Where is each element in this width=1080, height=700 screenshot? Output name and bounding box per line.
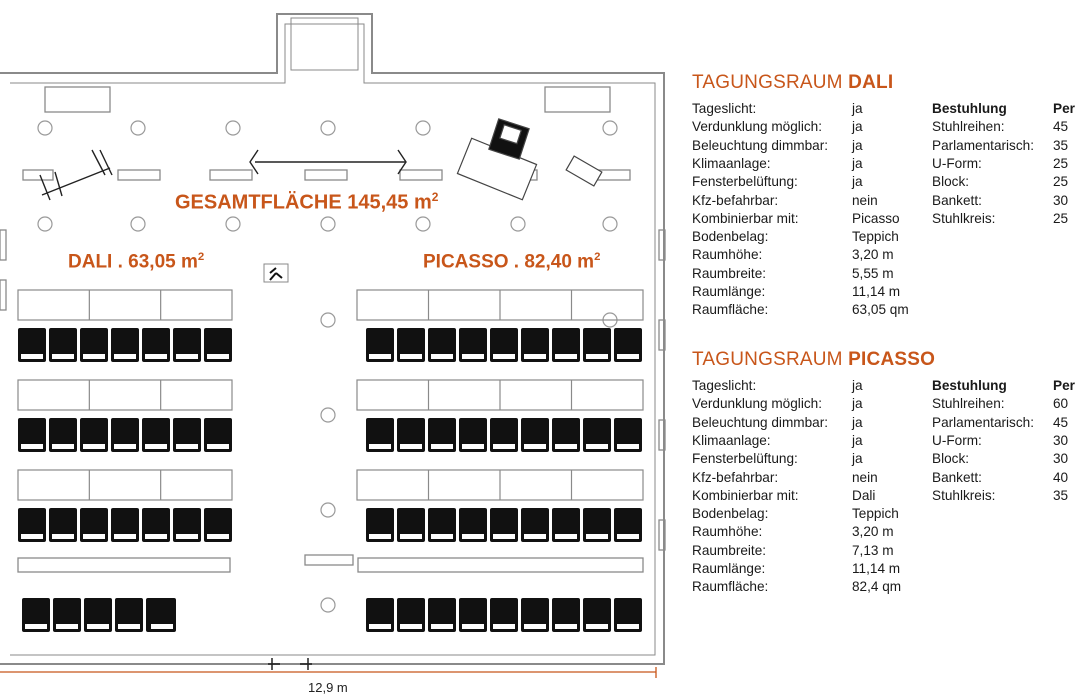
partition-stack-icon bbox=[40, 150, 112, 200]
dali-area-label: DALI . 63,05 $m^2$ bbox=[68, 251, 205, 273]
property-row bbox=[692, 542, 1080, 560]
ceiling-light bbox=[321, 217, 335, 231]
chair-seat bbox=[52, 444, 74, 449]
table-row bbox=[18, 380, 232, 410]
property-value: ja bbox=[852, 137, 863, 153]
room-info-picasso bbox=[692, 349, 1080, 609]
chair-seat bbox=[25, 624, 47, 629]
persons-header: Per bbox=[1053, 378, 1075, 393]
seating-row bbox=[692, 450, 1080, 468]
seating-row bbox=[692, 155, 1080, 173]
chair-seat bbox=[586, 354, 608, 359]
property-row bbox=[692, 505, 1080, 523]
ceiling-light bbox=[416, 121, 430, 135]
seating-count: 45 bbox=[1053, 119, 1069, 135]
chair-seat bbox=[586, 534, 608, 539]
chair-seat bbox=[586, 624, 608, 629]
property-value: ja bbox=[852, 432, 863, 448]
ceiling-light bbox=[416, 217, 430, 231]
chair-seat bbox=[369, 444, 391, 449]
property-key: Bodenbelag: bbox=[692, 229, 769, 245]
property-value: Dali bbox=[852, 487, 876, 503]
ceiling-light bbox=[321, 503, 335, 517]
chair-seat bbox=[617, 444, 639, 449]
seating-type: Block: bbox=[932, 174, 970, 190]
chair-seat bbox=[431, 534, 453, 539]
chair-seat bbox=[21, 534, 43, 539]
property-value: ja bbox=[852, 378, 863, 393]
property-value: ja bbox=[852, 396, 863, 412]
chair-seat bbox=[462, 534, 484, 539]
property-row bbox=[692, 246, 1080, 264]
chair-seat bbox=[207, 444, 229, 449]
property-key: Raumlänge: bbox=[692, 561, 766, 576]
chair-seat bbox=[114, 534, 136, 539]
property-value: ja bbox=[852, 174, 863, 190]
chair-seat bbox=[555, 444, 577, 449]
stairwell bbox=[291, 18, 358, 70]
chair-seat bbox=[207, 534, 229, 539]
seating-row bbox=[692, 173, 1080, 191]
ceiling-light bbox=[226, 217, 240, 231]
chair-seat bbox=[555, 354, 577, 359]
chair-seat bbox=[400, 534, 422, 539]
chair-seat bbox=[176, 444, 198, 449]
chair-seat bbox=[431, 624, 453, 629]
property-key: Fensterbelüftung: bbox=[692, 451, 798, 467]
property-key: Raumfläche: bbox=[692, 579, 769, 595]
chair-seat bbox=[524, 534, 546, 539]
seating-count: 45 bbox=[1053, 414, 1069, 430]
property-key: Verdunklung möglich: bbox=[692, 396, 822, 412]
property-row bbox=[692, 265, 1080, 283]
property-value: 11,14 m bbox=[852, 561, 901, 576]
seating-header: Bestuhlung bbox=[932, 101, 1007, 116]
sideboard-right bbox=[545, 87, 610, 112]
seating-header: Bestuhlung bbox=[932, 378, 1007, 393]
property-key: Raumfläche: bbox=[692, 302, 769, 318]
property-key: Tageslicht: bbox=[692, 101, 757, 116]
chair-seat bbox=[87, 624, 109, 629]
chair-seat bbox=[462, 354, 484, 359]
seating-type: Bankett: bbox=[932, 469, 982, 485]
property-value: ja bbox=[852, 451, 863, 467]
chair-seat bbox=[176, 534, 198, 539]
seating-row bbox=[692, 469, 1080, 487]
property-key: Verdunklung möglich: bbox=[692, 119, 822, 135]
chair-seat bbox=[52, 354, 74, 359]
property-value: 7,13 m bbox=[852, 542, 894, 558]
persons-header: Per bbox=[1053, 101, 1075, 116]
ceiling-light bbox=[511, 217, 525, 231]
chair-seat bbox=[617, 354, 639, 359]
property-row bbox=[692, 523, 1080, 541]
ceiling-light bbox=[603, 121, 617, 135]
seating-row bbox=[692, 395, 1080, 413]
seating-type: Stuhlreihen: bbox=[932, 396, 1005, 412]
chair-seat bbox=[431, 444, 453, 449]
property-key: Beleuchtung dimmbar: bbox=[692, 414, 829, 430]
chair-seat bbox=[493, 624, 515, 629]
seating-row bbox=[692, 487, 1080, 505]
property-key: Bodenbelag: bbox=[692, 506, 769, 522]
seating-type: Stuhlkreis: bbox=[932, 210, 996, 226]
chair-seat bbox=[524, 444, 546, 449]
property-key: Kombinierbar mit: bbox=[692, 210, 799, 226]
chair-seat bbox=[83, 354, 105, 359]
chair-seat bbox=[586, 444, 608, 449]
chair-seat bbox=[617, 534, 639, 539]
chair-seat bbox=[493, 534, 515, 539]
property-key: Raumlänge: bbox=[692, 284, 766, 299]
property-key: Kombinierbar mit: bbox=[692, 487, 799, 503]
chair-seat bbox=[369, 624, 391, 629]
chair-seat bbox=[207, 354, 229, 359]
seating-count: 40 bbox=[1053, 469, 1069, 485]
seating-row bbox=[692, 137, 1080, 155]
chair-seat bbox=[83, 444, 105, 449]
seating-count: 60 bbox=[1053, 396, 1069, 412]
property-value: 11,14 m bbox=[852, 284, 901, 299]
ceiling-light bbox=[131, 217, 145, 231]
chair-seat bbox=[21, 444, 43, 449]
seating-type: Stuhlkreis: bbox=[932, 487, 996, 503]
property-row bbox=[692, 578, 1080, 596]
total-area-label: GESAMTFLÄCHE 145,45 $m^2$ bbox=[175, 190, 439, 214]
room-info-dali bbox=[692, 72, 1080, 332]
chair-seat bbox=[118, 624, 140, 629]
ceiling-light bbox=[226, 121, 240, 135]
picasso-area-label: PICASSO . 82,40 $m^2$ bbox=[423, 251, 601, 273]
seating-type: Parlamentarisch: bbox=[932, 137, 1034, 153]
chair-seat bbox=[151, 624, 173, 629]
property-value: ja bbox=[852, 155, 863, 171]
property-value: ja bbox=[852, 414, 863, 430]
property-value: 3,20 m bbox=[852, 524, 894, 540]
ceiling-light bbox=[321, 313, 335, 327]
seating-row bbox=[692, 210, 1080, 228]
table-row bbox=[18, 470, 232, 500]
property-key: Tageslicht: bbox=[692, 378, 757, 393]
ceiling-light bbox=[38, 217, 52, 231]
property-value: 63,05 qm bbox=[852, 302, 909, 318]
property-row bbox=[692, 560, 1080, 578]
property-value: 82,4 qm bbox=[852, 579, 902, 595]
property-value: Teppich bbox=[852, 229, 899, 245]
chair-seat bbox=[617, 624, 639, 629]
seating-count: 25 bbox=[1053, 155, 1069, 171]
chair-seat bbox=[114, 444, 136, 449]
ceiling-light bbox=[603, 217, 617, 231]
property-key: Kfz-befahrbar: bbox=[692, 469, 779, 485]
chair-seat bbox=[524, 624, 546, 629]
ceiling-light bbox=[38, 121, 52, 135]
seating-row bbox=[692, 432, 1080, 450]
chair-seat bbox=[56, 624, 78, 629]
property-value: 3,20 m bbox=[852, 247, 894, 263]
seating-type: U-Form: bbox=[932, 155, 982, 171]
ceiling-light bbox=[131, 121, 145, 135]
chair-seat bbox=[145, 534, 167, 539]
table-row bbox=[18, 290, 232, 320]
seating-count: 35 bbox=[1053, 487, 1069, 503]
seating-type: Parlamentarisch: bbox=[932, 414, 1034, 430]
chair-seat bbox=[555, 534, 577, 539]
chair-seat bbox=[400, 444, 422, 449]
property-value: Picasso bbox=[852, 210, 900, 226]
chair-seat bbox=[555, 624, 577, 629]
chair-seat bbox=[493, 444, 515, 449]
seating-count: 25 bbox=[1053, 210, 1069, 226]
property-row bbox=[692, 301, 1080, 319]
presenter-desk bbox=[457, 119, 601, 200]
property-key: Kfz-befahrbar: bbox=[692, 192, 779, 208]
chair-seat bbox=[176, 354, 198, 359]
seating-type: Bankett: bbox=[932, 192, 982, 208]
chair-seat bbox=[400, 354, 422, 359]
property-key: Beleuchtung dimmbar: bbox=[692, 137, 829, 153]
room-title-picasso: TAGUNGSRAUM PICASSO bbox=[692, 349, 936, 370]
seating-row bbox=[692, 192, 1080, 210]
seating-type: U-Form: bbox=[932, 432, 982, 448]
property-key: Klimaanlage: bbox=[692, 155, 771, 171]
seating-row bbox=[692, 414, 1080, 432]
property-key: Klimaanlage: bbox=[692, 432, 771, 448]
chair-seat bbox=[400, 624, 422, 629]
property-key: Raumhöhe: bbox=[692, 247, 763, 263]
chair-seat bbox=[462, 624, 484, 629]
property-key: Raumbreite: bbox=[692, 265, 767, 281]
seating-count: 35 bbox=[1053, 137, 1069, 153]
property-value: ja bbox=[852, 101, 863, 116]
property-value: nein bbox=[852, 192, 878, 208]
fan-icon bbox=[264, 264, 288, 282]
seating-count: 30 bbox=[1053, 192, 1069, 208]
chair-seat bbox=[145, 444, 167, 449]
seating-count: 25 bbox=[1053, 174, 1069, 190]
property-value: ja bbox=[852, 119, 863, 135]
chair-seat bbox=[21, 354, 43, 359]
seating-type: Stuhlreihen: bbox=[932, 119, 1005, 135]
seating-header-row bbox=[692, 100, 1080, 118]
property-key: Fensterbelüftung: bbox=[692, 174, 798, 190]
seating-count: 30 bbox=[1053, 432, 1069, 448]
sideboard-left bbox=[45, 87, 110, 112]
chair-seat bbox=[431, 354, 453, 359]
property-value: nein bbox=[852, 469, 878, 485]
property-row bbox=[692, 228, 1080, 246]
room-title-dali: TAGUNGSRAUM DALI bbox=[692, 72, 894, 93]
ceiling-light bbox=[321, 121, 335, 135]
property-row bbox=[692, 283, 1080, 301]
chair-seat bbox=[462, 444, 484, 449]
chair-seat bbox=[83, 534, 105, 539]
seating-count: 30 bbox=[1053, 451, 1069, 467]
seating-row bbox=[692, 118, 1080, 136]
property-value: 5,55 m bbox=[852, 265, 894, 281]
dimension-line bbox=[0, 667, 656, 678]
ceiling-light bbox=[321, 598, 335, 612]
property-value: Teppich bbox=[852, 506, 899, 522]
chair-seat bbox=[369, 534, 391, 539]
chair-seat bbox=[52, 534, 74, 539]
seating-type: Block: bbox=[932, 451, 970, 467]
chair-seat bbox=[369, 354, 391, 359]
chair-seat bbox=[524, 354, 546, 359]
chair-seat bbox=[145, 354, 167, 359]
seating-header-row bbox=[692, 377, 1080, 395]
property-key: Raumhöhe: bbox=[692, 524, 763, 540]
width-dimension-label: 12,9 m bbox=[308, 680, 348, 695]
ceiling-light bbox=[321, 408, 335, 422]
chair-seat bbox=[114, 354, 136, 359]
chair-seat bbox=[493, 354, 515, 359]
property-key: Raumbreite: bbox=[692, 542, 767, 558]
